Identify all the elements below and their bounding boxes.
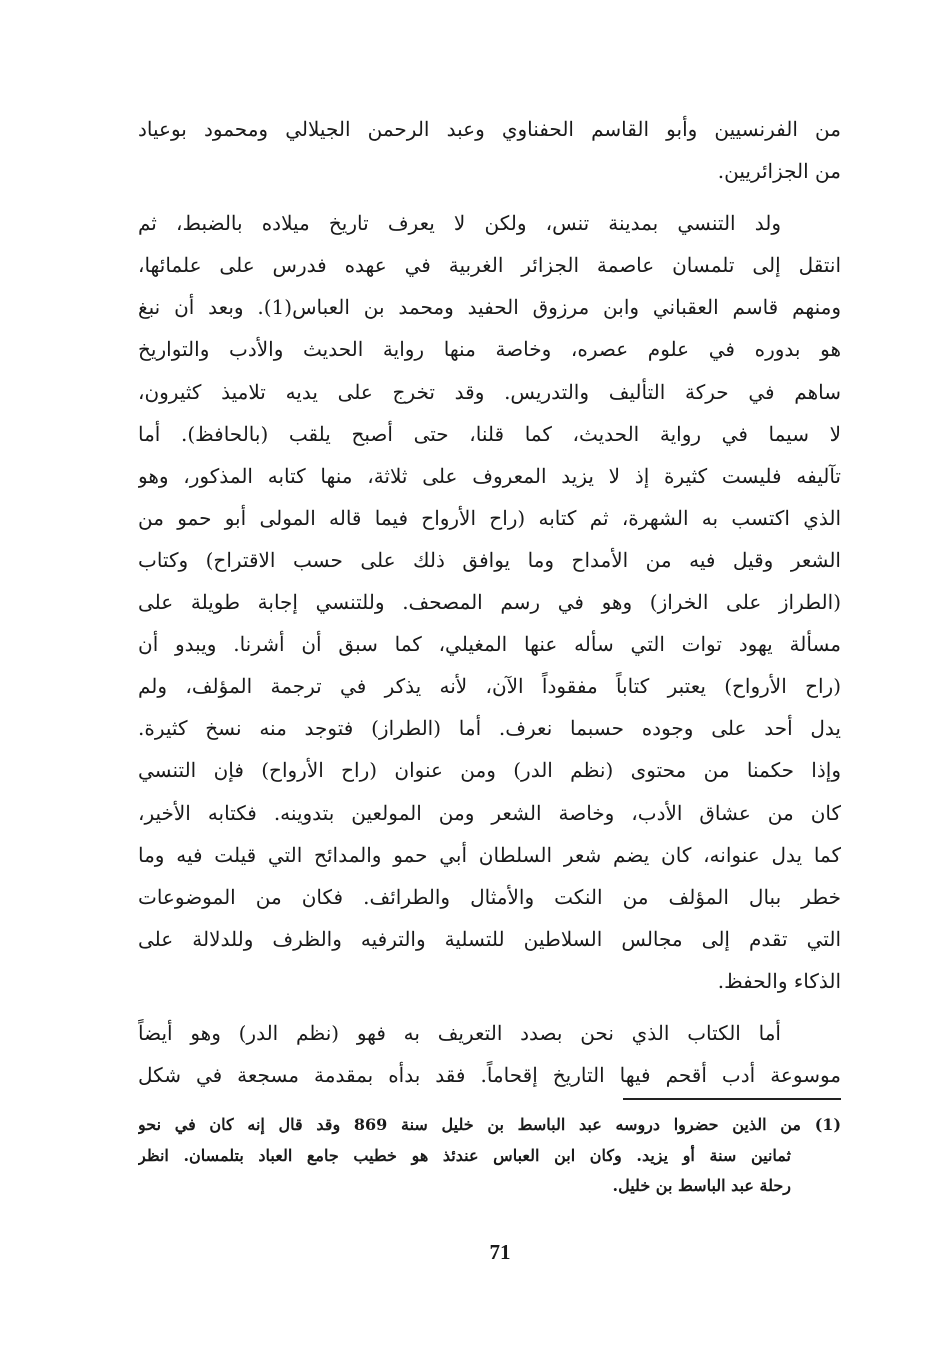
footnote-divider (623, 1098, 841, 1100)
footnote-line: ثمانين سنة أو يزيد. وكان ابن العباس عندئذ هو خطيب جامع العباد بتلمسان. انظر (138, 1145, 791, 1165)
footnote-line: رحلة عبد الباسط بن خليل. (612, 1176, 791, 1195)
text-line: خطر ببال المؤلف من النكت والأمثال والطرائف. فكان من الموضوعات (138, 884, 841, 909)
paragraph-2 (138, 202, 841, 1002)
text-line: كما يدل عنوانه، كان يضم شعر السلطان أبي حمو والمدائح التي قيلت فيه وما (138, 842, 841, 867)
text-line: ومنهم قاسم العقباني وابن مرزوق الحفيد ومحمد بن العباس(1). وبعد أن نبغ (138, 295, 841, 320)
text-line: لا سيما في رواية الحديث، كما قلنا، حتى أصبح يلقب (بالحافظ). أما (138, 421, 841, 446)
footnote-marker: (1) (814, 1115, 841, 1134)
main-text (138, 108, 841, 1096)
text-line: الذكاء والحفظ. (717, 968, 841, 993)
text-line: التي تقدم إلى مجالس السلاطين للتسلية والترفيه والظرف وللدلالة على (138, 926, 841, 951)
text-line: تآليفه فليست كثيرة إذ لا يزيد المعروف على ثلاثة، منها كتابه المذكور، وهو (138, 463, 841, 488)
text-line: (راح الأرواح) يعتبر كتاباً مفقوداً الآن، لأنه يذكر في ترجمة المؤلف، ولم (138, 674, 841, 699)
text-line: ولد التنسي بمدينة تنس، ولكن لا يعرف تاريخ ميلاده بالضبط، ثم (138, 211, 781, 236)
page-number: 71 (489, 1240, 511, 1264)
text-line: ساهم في حركة التأليف والتدريس. وقد تخرج على يديه تلاميذ كثيرون، (138, 379, 841, 404)
text-line: الذي اكتسب به الشهرة، ثم كتابه (راح الأرواح فيما قاله المولى أبو حمو من (138, 505, 841, 530)
text-line: (الطراز على الخراز) وهو في رسم المصحف. وللتنسي إجابة طويلة على (138, 590, 841, 615)
text-line: من الجزائريين. (717, 159, 841, 184)
text-line: يدل أحد على وجوده حسبما نعرف. أما (الطراز) فتوجد منه نسخ كثيرة. (138, 716, 841, 741)
text-line: أما الكتاب الذي نحن بصدد التعريف به فهو (نظم الدر) وهو أيضاً (138, 1020, 781, 1045)
text-line: موسوعة أدب أقحم فيها التاريخ إقحاماً. فقد بدأه بمقدمة مسجعة في شكل (138, 1063, 841, 1088)
footnote-line (138, 1110, 841, 1141)
text-line: هو بدوره في علوم عصره، وخاصة منها رواية الحديث والأدب والتواريخ (138, 337, 841, 362)
footnote (138, 1110, 841, 1202)
text-line: من الفرنسيين وأبو القاسم الحفناوي وعبد الرحمن الجيلالي ومحمود بوعياد (138, 117, 841, 141)
paragraph-1 (138, 108, 841, 192)
text-line: كان من عشاق الأدب، وخاصة الشعر ومن المولعين بتدوينه. فكتابه الأخير، (138, 800, 841, 825)
text-line: مسألة يهود توات التي سأله عنها المغيلي، كما سبق أن أشرنا. ويبدو أن (138, 632, 841, 657)
text-line: انتقل إلى تلمسان عاصمة الجزائر الغربية في عهده فدرس على علمائها، (138, 253, 841, 278)
text-line: الشعر وقيل فيه من الأمداح وما يوافق ذلك على حسب الاقتراح) وكتاب (138, 547, 841, 572)
footnote-text: من الذين حضروا دروسه عبد الباسط بن خليل سنة 869 وقد قال إنه كان في نحو (138, 1115, 802, 1134)
text-line: وإذا حكمنا من محتوى (نظم الدر) ومن عنوان (راح الأرواح) فإن التنسي (138, 758, 841, 783)
paragraph-3 (138, 1012, 841, 1096)
